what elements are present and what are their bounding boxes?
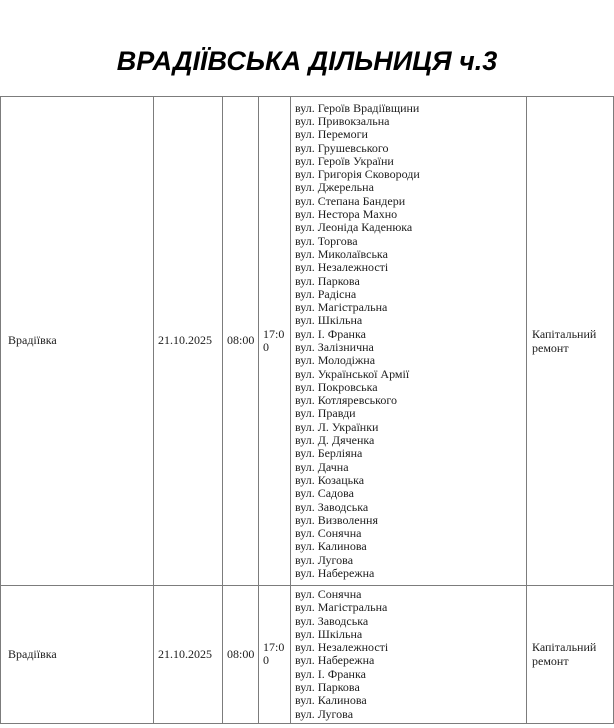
date-cell: 21.10.2025 [154,586,223,724]
street-line: вул. Заводська [295,613,369,628]
street-line: вул. Котляревського [295,393,397,408]
date-cell: 21.10.2025 [154,97,223,586]
street-line: вул. Героїв Врадіївщини [295,100,420,115]
street-line: вул. Привокзальна [295,113,390,128]
street-line: вул. Лугова [295,552,354,567]
street-line: вул. Калинова [295,539,367,554]
street-line: вул. Л. Українки [295,419,379,434]
work-type-cell: Капітальний ремонт [527,586,614,724]
street-line: вул. Паркова [295,680,360,695]
time-start-cell: 08:00 [223,97,259,586]
street-line: вул. Правди [295,406,356,421]
street-line: вул. Джерельна [295,180,374,195]
street-line: вул. Заводська [295,499,369,514]
street-line: вул. Садова [295,486,354,501]
time-end-cell: 17:00 [259,97,291,586]
street-line: вул. Грушевського [295,140,389,155]
street-line: вул. Берліяна [295,446,363,461]
street-line: вул. Григорія Сковороди [295,167,420,182]
street-line: вул. Шкільна [295,313,363,328]
street-line: вул. Героїв України [295,153,394,168]
street-line: вул. І. Франка [295,666,366,681]
street-line: вул. Радісна [295,286,357,301]
street-line: вул. Паркова [295,273,360,288]
location-cell: Врадіївка [1,97,154,586]
street-line: вул. Козацька [295,472,365,487]
street-line: вул. Набережна [295,653,375,668]
street-line: вул. Сонячна [295,526,362,541]
street-line: вул. Української Армії [295,366,410,381]
table-row [1,97,614,586]
street-line: вул. Шкільна [295,626,363,641]
street-line: вул. Миколаївська [295,246,388,261]
table-row [1,586,614,724]
street-line: вул. Дачна [295,459,349,474]
streets-cell [291,97,527,586]
street-line: вул. Незалежності [295,640,389,655]
streets-cell [291,586,527,724]
time-start-cell: 08:00 [223,586,259,724]
street-line: вул. Магістральна [295,300,388,315]
street-line: вул. Степана Бандери [295,193,406,208]
location-cell: Врадіївка [1,586,154,724]
street-line: вул. Покровська [295,379,378,394]
street-line: вул. Набережна [295,566,375,581]
schedule-table [0,96,614,724]
street-line: вул. Торгова [295,233,358,248]
street-line: вул. Визволення [295,512,378,527]
work-type-cell: Капітальний ремонт [527,97,614,586]
street-line: вул. Молодіжна [295,353,376,368]
page-title: ВРАДІЇВСЬКА ДІЛЬНИЦЯ ч.3 [116,46,498,76]
street-line: вул. Леоніда Каденюка [295,220,413,235]
street-line: вул. Нестора Махно [295,207,398,222]
street-line: вул. Перемоги [295,127,368,142]
street-line: вул. Магістральна [295,600,388,615]
street-line: вул. Сонячна [295,587,362,601]
street-line: вул. Д. Дяченка [295,433,375,448]
street-line: вул. І. Франка [295,326,366,341]
street-line: вул. Калинова [295,693,367,708]
street-line: вул. Лугова [295,706,354,721]
time-end-cell: 17:00 [259,586,291,724]
street-line: вул. Залізнична [295,340,374,354]
street-line: вул. Незалежності [295,260,389,275]
